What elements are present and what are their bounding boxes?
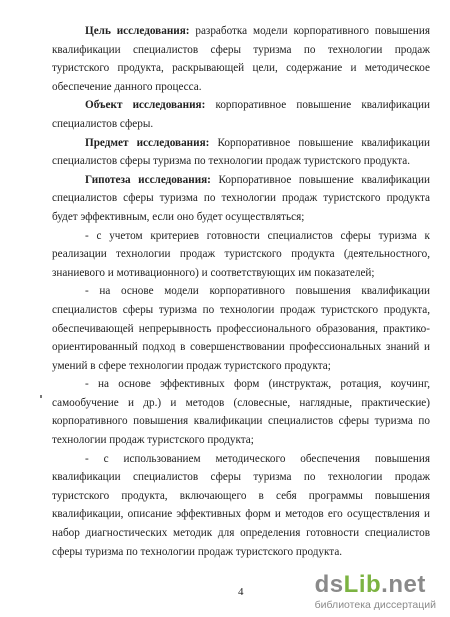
goal-text: разработка модели корпоративного повышения квалификации специалистов сферы туризма по технологии продаж туристского продукта, раскрывающей цели, содержание и методическое обеспечение данного процесса.	[52, 25, 430, 93]
list-item-methodology	[52, 450, 430, 562]
goal-label: Цель исследования:	[85, 25, 190, 37]
list-item-text: - с использованием методического обеспечения повышения квалификации специалистов сферы туризма по технологии продаж туристского продукта, включающего в себя программы повышения квалификации, описание эффективных форм и методов его осуществления и набор диагностических методик для определения готовности специалистов сферы туризма по технологии продаж туристского продукта.	[52, 452, 430, 558]
logo-ds: ds	[314, 571, 344, 598]
subject-text: Корпоративное повышение квалификации специалистов сферы туризма по технологии продаж туристского продукта.	[52, 136, 430, 168]
hypothesis-label: Гипотеза исследования:	[85, 173, 211, 186]
paragraph-hypothesis	[52, 171, 430, 227]
object-label: Объект исследования:	[85, 99, 206, 112]
hypothesis-text: Корпоративное повышение квалификации специалистов сферы туризма по технологии продаж туристского продукта будет эффективным, если оно будет осуществляться;	[52, 173, 430, 223]
paragraph-subject	[52, 134, 430, 171]
list-item-text: - с учетом критериев готовности специалистов сферы туризма к реализации технологии продаж туристского продукта (деятельностного, знаниевого и мотивационного) и соответствующих им показателей;	[52, 229, 430, 279]
paragraph-goal	[52, 22, 430, 96]
dslib-watermark	[315, 573, 436, 611]
margin-mark	[40, 395, 42, 398]
subject-label: Предмет исследования:	[85, 136, 210, 149]
logo-net: .net	[381, 571, 426, 598]
list-item-text: - на основе модели корпоративного повышения квалификации специалистов сферы туризма по технологии продаж туристского продукта, обеспечивающей непрерывность профессионального образования, практико-ориентированный подход в совершенствовании профессиональных знаний и умений в сфере технологии продаж туристского продукта;	[52, 285, 430, 372]
dslib-logo	[315, 573, 436, 597]
object-text: корпоративное повышение квалификации специалистов сферы.	[52, 99, 430, 130]
paragraph-object	[52, 96, 430, 133]
body-text	[52, 22, 430, 561]
list-item-forms	[52, 375, 430, 449]
logo-lib: Lib	[343, 571, 382, 598]
list-item-model	[52, 282, 430, 375]
list-item-criteria	[52, 227, 430, 283]
list-item-text: - на основе эффективных форм (инструктаж, ротация, коучинг, самообучение и др.) и методов (словесные, наглядные, практические) корпоративного повышения квалификации специалистов сферы туризма по технологии продаж туристского продукта;	[52, 378, 430, 447]
page-number: 4	[238, 586, 244, 598]
watermark-subtitle: библиотека диссертаций	[314, 599, 436, 611]
